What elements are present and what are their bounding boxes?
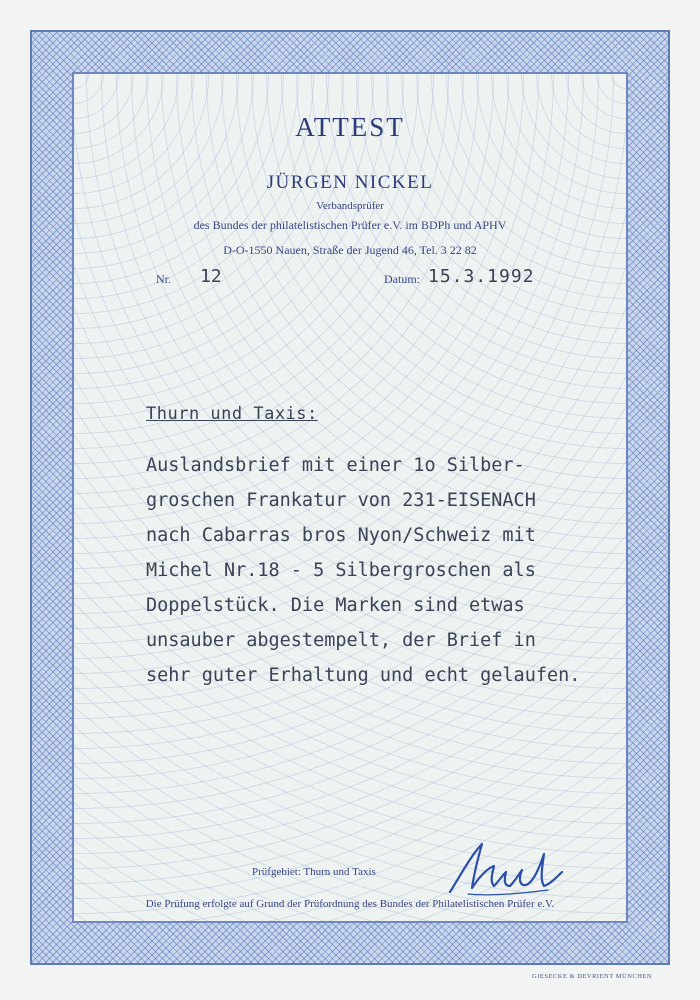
number-label: Nr. [156,272,171,286]
number-value: 12 [200,266,222,287]
body-line: Auslandsbrief mit einer 1o Silber- [146,455,525,476]
body-line: nach Cabarras bros Nyon/Schweiz mit [146,525,536,546]
address-line: D-O-1550 Nauen, Straße der Jugend 46, Tel. 3 22 82 [223,243,477,257]
date-label: Datum: [384,272,420,286]
date-value: 15.3.1992 [428,266,535,287]
body-line: groschen Frankatur von 231-EISENACH [146,490,536,511]
body-line: sehr guter Erhaltung und echt gelaufen. [146,665,581,686]
printer-mark: GIESECKE & DEVRIENT MÜNCHEN [532,973,653,980]
signature-icon [438,836,568,900]
examiner-role: Verbandsprüfer [316,200,384,212]
document-title: ATTEST [295,112,405,142]
footer-statement: Die Prüfung erfolgte auf Grund der Prüfordnung des Bundes der Philatelistischen Prüfer e.V. [145,898,555,910]
body-line: unsauber abgestempelt, der Brief in [146,630,536,651]
body-line: Michel Nr.18 - 5 Silbergroschen als [146,560,536,581]
certificate-body [146,448,666,693]
body-line: Doppelstück. Die Marken sind etwas [146,595,525,616]
examiner-name: JÜRGEN NICKEL [266,172,434,193]
subject-heading: Thurn und Taxis: [146,404,318,424]
pruefgebiet-line: Prüfgebiet: Thurn und Taxis [252,866,376,878]
association-line: des Bundes der philatelistischen Prüfer e.V. im BDPh und APHV [193,218,507,232]
